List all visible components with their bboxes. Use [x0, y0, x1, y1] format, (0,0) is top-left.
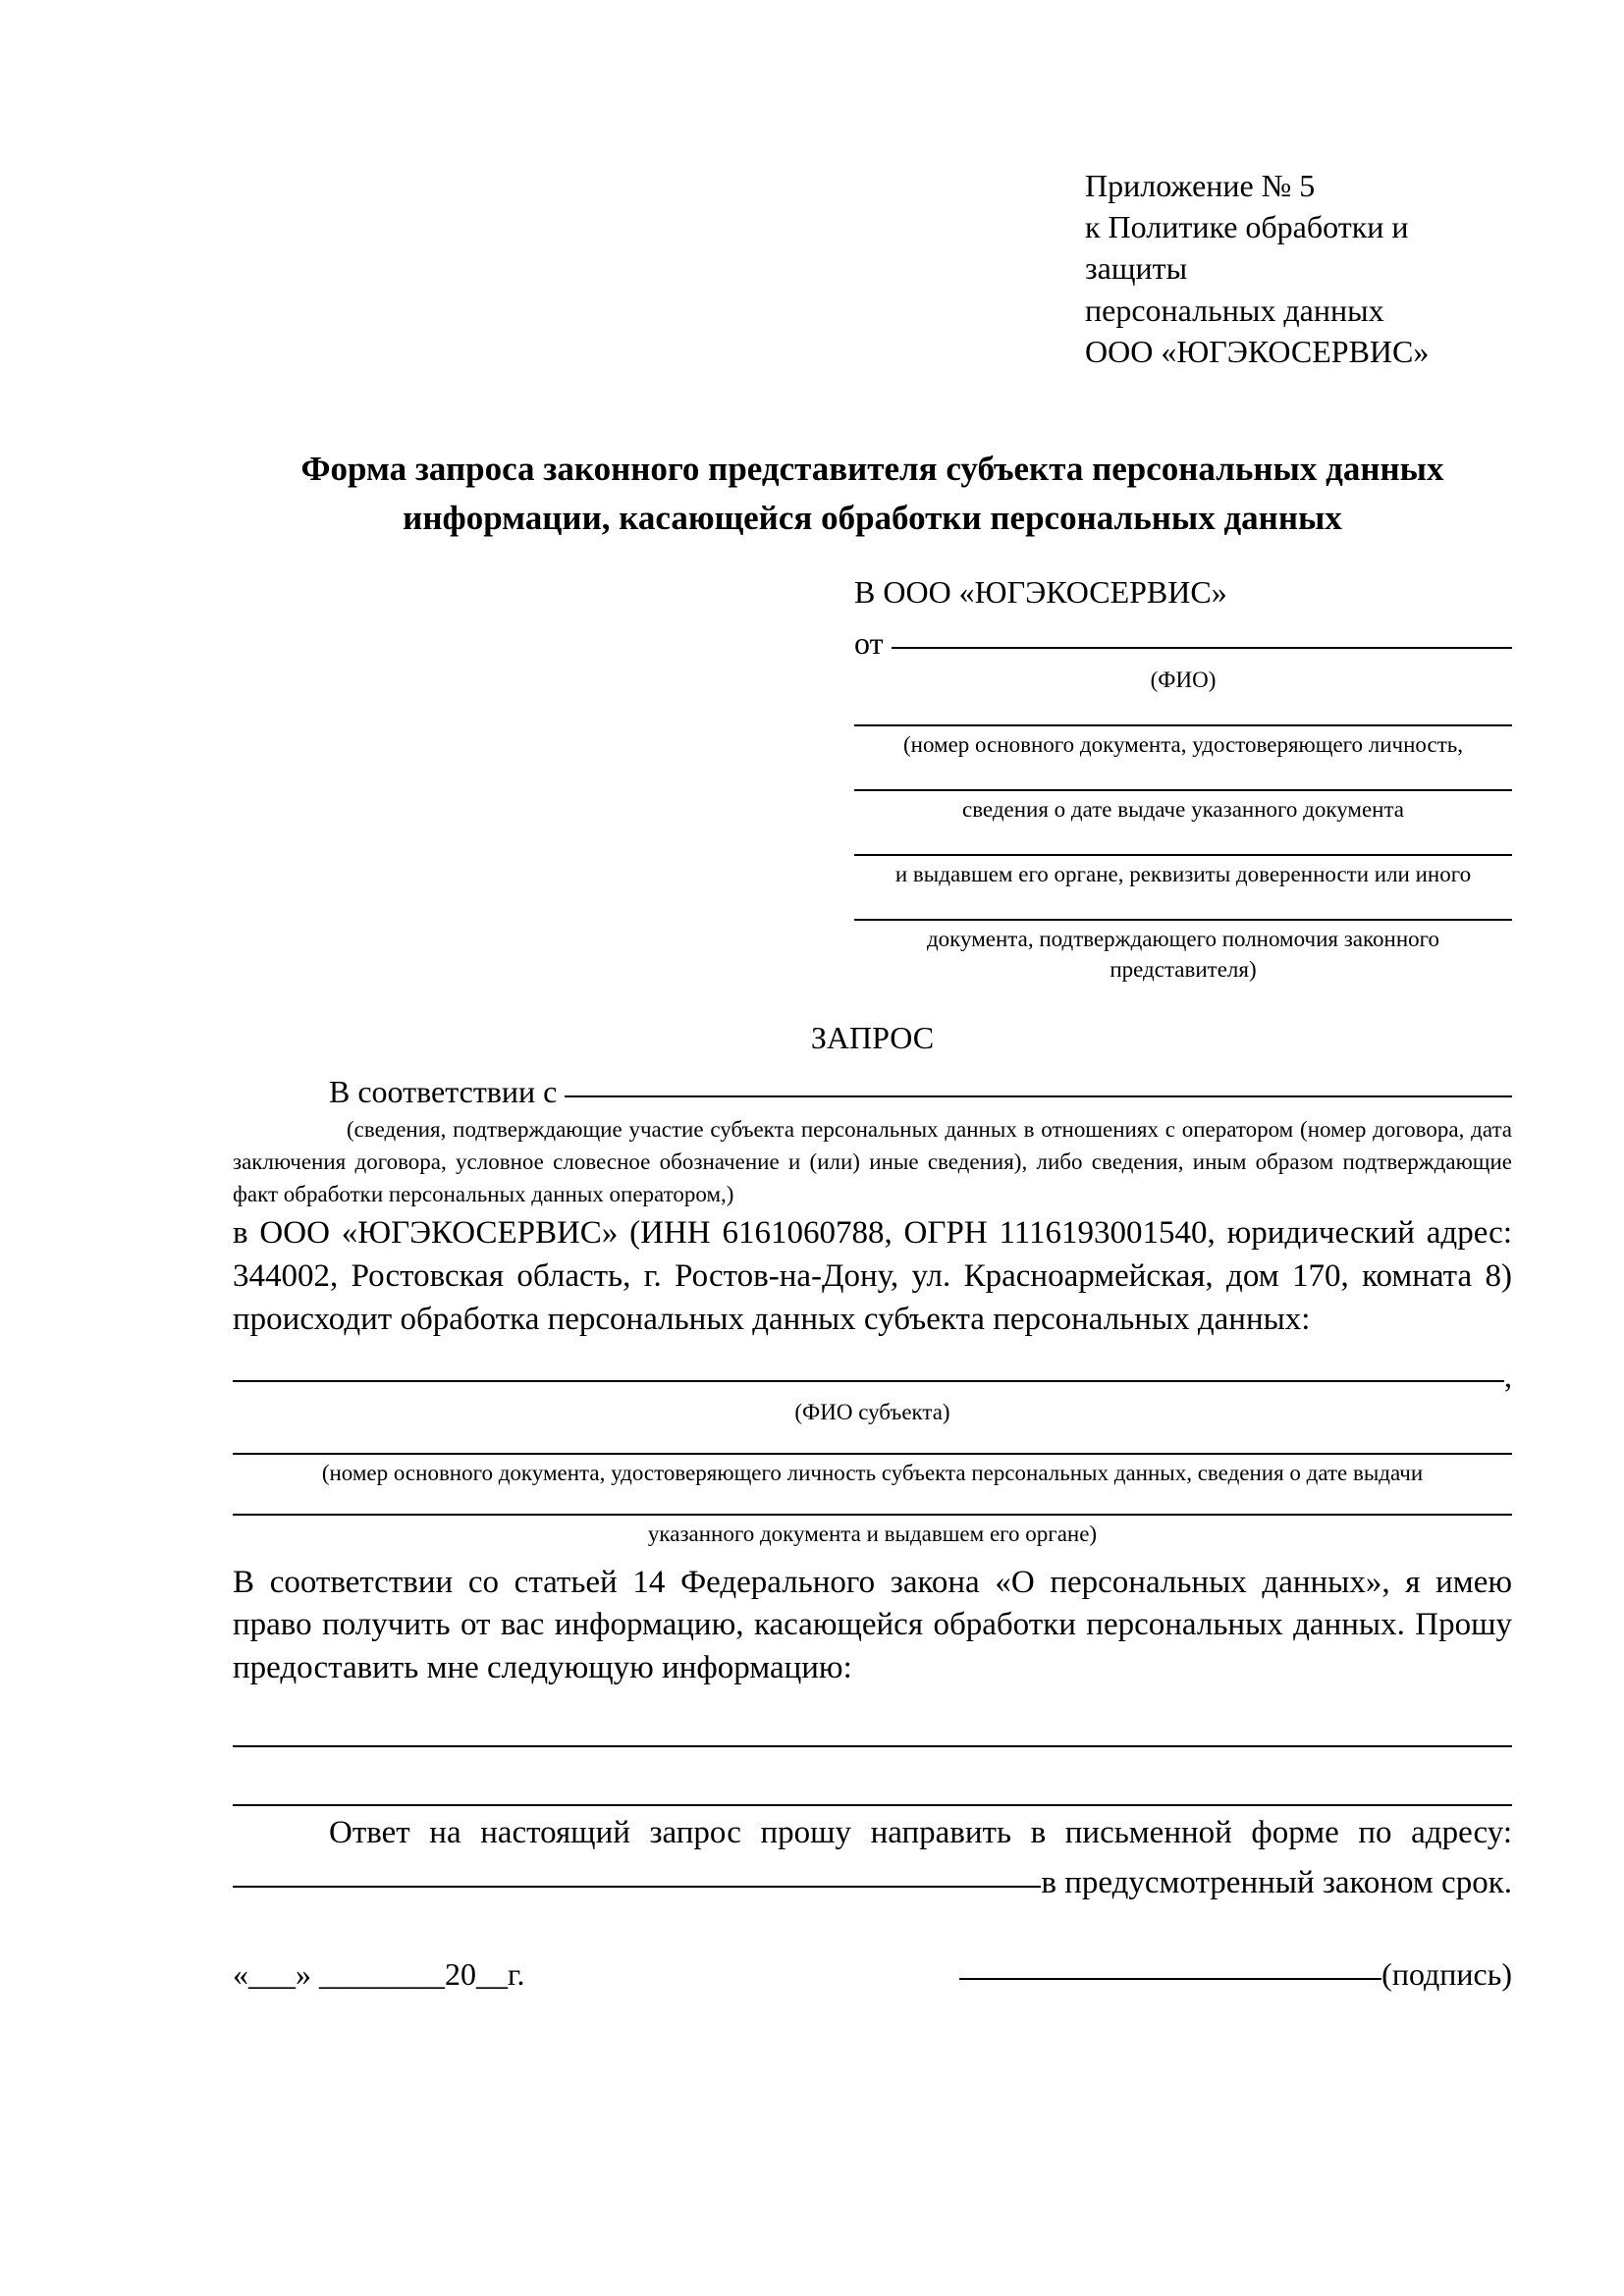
field-caption: сведения о дате выдаче указанного документа: [961, 796, 1405, 822]
answer-tail-text: в предусмотренный законом срок.: [1041, 1865, 1512, 1901]
addressee-to: В ООО «ЮГЭКОСЕРВИС»: [854, 573, 1227, 610]
subject-doc-caption: (номер основного документа, удостоверяющего личность субъекта персональных данных, сведения о дате выдачи: [321, 1461, 1424, 1486]
annex-header-line: ООО «ЮГЭКОСЕРВИС»: [1085, 333, 1430, 369]
blank-info-line: [233, 1804, 1512, 1806]
field-caption: и выдавшем его органе, реквизиты доверенности или иного: [894, 861, 1472, 886]
from-row: [854, 620, 1512, 665]
field-caption: документа, подтверждающего полномочия законного представителя): [926, 926, 1439, 982]
addressee-block: [854, 572, 1512, 985]
blank-info-line: [233, 1745, 1512, 1747]
annex-header-line: Приложение № 5: [1085, 168, 1316, 203]
answer-address-row: [233, 1859, 1512, 1904]
subject-doc-field: [233, 1514, 1512, 1549]
signature-caption: (подпись): [1381, 1955, 1512, 1992]
document-title: [233, 445, 1512, 542]
date-blank-text: «___» ________20__г.: [233, 1955, 525, 1992]
subject-fio-fill-line: [233, 1354, 1504, 1387]
annex-header: [1085, 165, 1512, 372]
subject-fio-row: [233, 1354, 1512, 1398]
law-paragraph: В соответствии со статьей 14 Федерального закона «О персональных данных», я имею право получить от вас информацию, касающейся обработки персональных данных. Прошу предоставить мне следующую информацию:: [233, 1564, 1512, 1686]
accordance-fill-line: [565, 1069, 1512, 1102]
signature-fill-line: [959, 1951, 1381, 1985]
representative-doc-field: [854, 724, 1512, 760]
signature-block: [959, 1951, 1512, 1996]
fio-caption: (ФИО): [1150, 667, 1217, 692]
explanatory-note: (сведения, подтверждающие участие субъекта персональных данных в отношениях с оператором (номер договора, дата заключения договора, условное словесное обозначение и (или) иные сведения), либо сведения, иным образом подтверждающие факт обработки персональных данных оператором,): [233, 1117, 1512, 1206]
answer-paragraph: Ответ на настоящий запрос прошу направить в письменной форме по адресу:: [329, 1815, 1512, 1851]
document-title-line: информации, касающейся обработки персональных данных: [403, 498, 1342, 537]
from-fill-line: [892, 620, 1512, 654]
representative-doc-field: [854, 854, 1512, 889]
from-label: от: [854, 625, 884, 662]
field-caption: (номер основного документа, удостоверяющего личность,: [902, 731, 1463, 757]
representative-doc-field: [854, 789, 1512, 825]
subject-fio-caption: (ФИО субъекта): [794, 1400, 950, 1425]
representative-doc-field: [854, 919, 1512, 985]
accordance-row: [233, 1069, 1512, 1113]
annex-header-line: к Политике обработки и защиты: [1085, 209, 1409, 287]
subject-doc-caption: указанного документа и выдавшем его органе): [647, 1522, 1098, 1547]
operator-paragraph: в ООО «ЮГЭКОСЕРВИС» (ИНН 6161060788, ОГРН 1116193001540, юридический адрес: 344002, Ростовская область, г. Ростов-на-Дону, ул. Красноармейская, дом 170, комната 8) происходит обработка персональных данных субъекта персональных данных:: [233, 1215, 1512, 1337]
answer-address-fill-line: [233, 1859, 1041, 1893]
request-heading: ЗАПРОС: [810, 1020, 935, 1056]
date-signature-row: [233, 1951, 1512, 1996]
subject-fio-trailing-comma: ,: [1504, 1358, 1512, 1394]
annex-header-line: персональных данных: [1085, 292, 1384, 328]
subject-doc-field: [233, 1453, 1512, 1488]
document-title-line: Форма запроса законного представителя субъекта персональных данных: [300, 450, 1444, 489]
accordance-label: В соответствии с: [329, 1073, 558, 1109]
